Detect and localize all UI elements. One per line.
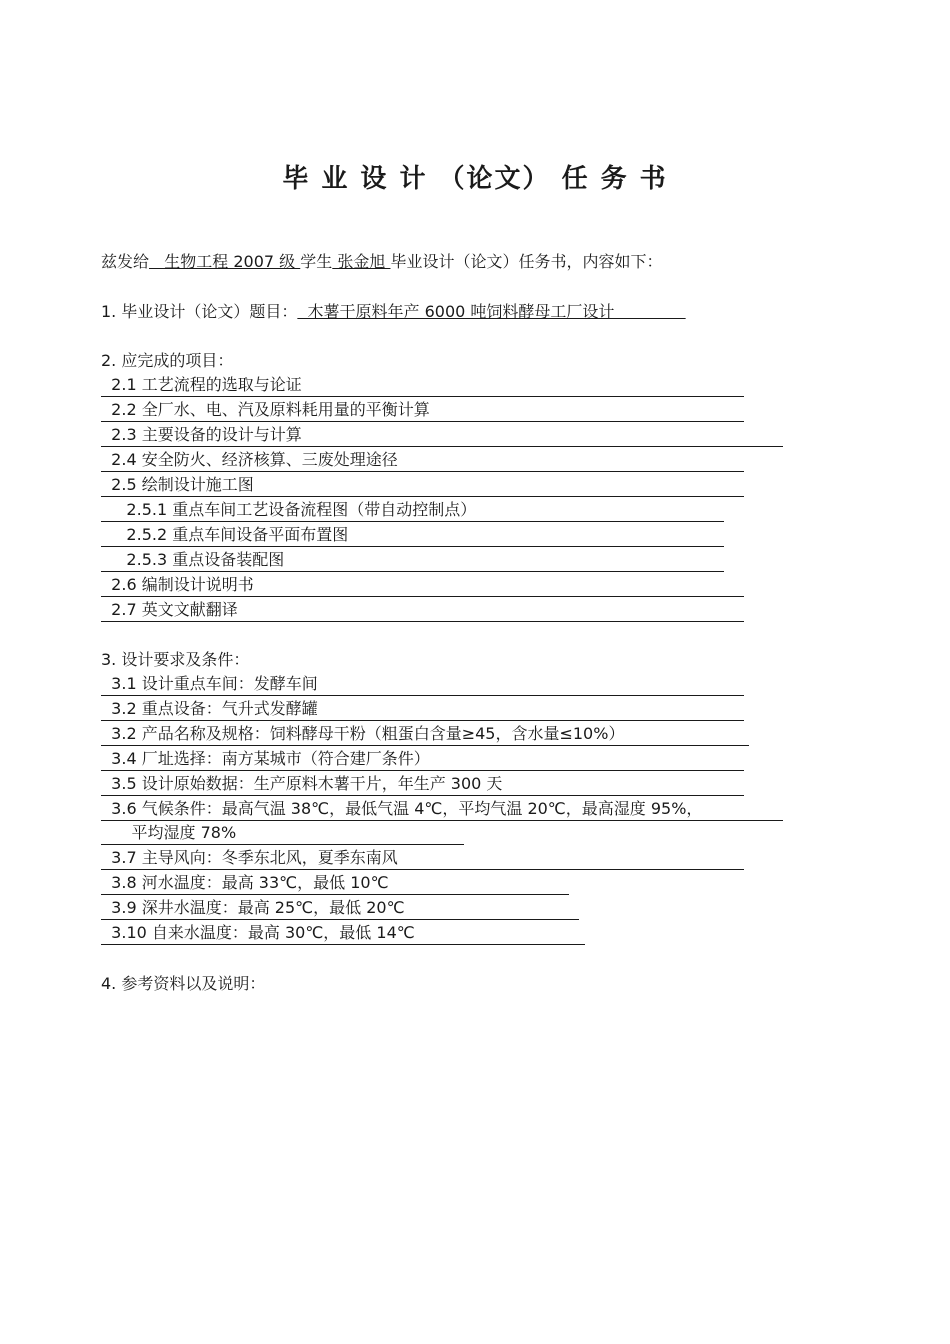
list-item: 2.4 安全防火、经济核算、三废处理途径 [101,449,744,472]
list-item: 2.7 英文文献翻译 [101,599,744,622]
list-item: 3.2 产品名称及规格：饲料酵母干粉（粗蛋白含量≥45，含水量≤10%） [101,723,749,746]
document-title: 毕 业 设 计 （论文） 任 务 书 [282,164,668,194]
list-item: 3.8 河水温度：最高 33℃，最低 10℃ [101,872,569,895]
intro-student: 张金旭 [332,252,391,271]
list-item: 平均湿度 78% [101,822,464,845]
list-item: 3.10 自来水温度：最高 30℃，最低 14℃ [101,922,585,945]
list-item: 3.5 设计原始数据：生产原料木薯干片，年生产 300 天 [101,773,744,796]
list-item: 2.5 绘制设计施工图 [101,474,744,497]
list-item: 3.2 重点设备：气升式发酵罐 [101,698,744,721]
section2-heading: 2. 应完成的项目： [101,351,234,370]
intro-prefix: 兹发给 [101,252,150,271]
intro-line [101,252,662,272]
list-item: 2.2 全厂水、电、汽及原料耗用量的平衡计算 [101,399,744,422]
list-item: 3.9 深井水温度：最高 25℃，最低 20℃ [101,897,579,920]
list-item: 2.5.1 重点车间工艺设备流程图（带自动控制点） [101,499,724,522]
section4-heading: 4. 参考资料以及说明： [101,974,266,993]
list-item: 2.3 主要设备的设计与计算 [101,424,783,447]
list-item: 2.5.2 重点车间设备平面布置图 [101,524,724,547]
list-item: 3.6 气候条件：最高气温 38℃，最低气温 4℃，平均气温 20℃，最高湿度 95%， [101,798,783,821]
section3-heading: 3. 设计要求及条件： [101,650,250,669]
list-item: 2.6 编制设计说明书 [101,574,744,597]
list-item: 3.7 主导风向：冬季东北风，夏季东南风 [101,847,744,870]
intro-major: 生物工程 2007 级 [149,252,301,271]
list-item: 3.4 厂址选择：南方某城市（符合建厂条件） [101,748,744,771]
intro-suffix: 毕业设计（论文）任务书，内容如下： [390,252,663,271]
list-item: 2.5.3 重点设备装配图 [101,549,724,572]
section1-topic: 木薯干原料年产 6000 吨饲料酵母工厂设计 [297,302,686,321]
list-item: 3.1 设计重点车间：发酵车间 [101,673,744,696]
list-item: 2.1 工艺流程的选取与论证 [101,374,744,397]
intro-mid: 学生 [300,252,333,271]
section1-line [101,302,686,322]
section1-label: 1. 毕业设计（论文）题目： [101,302,298,321]
